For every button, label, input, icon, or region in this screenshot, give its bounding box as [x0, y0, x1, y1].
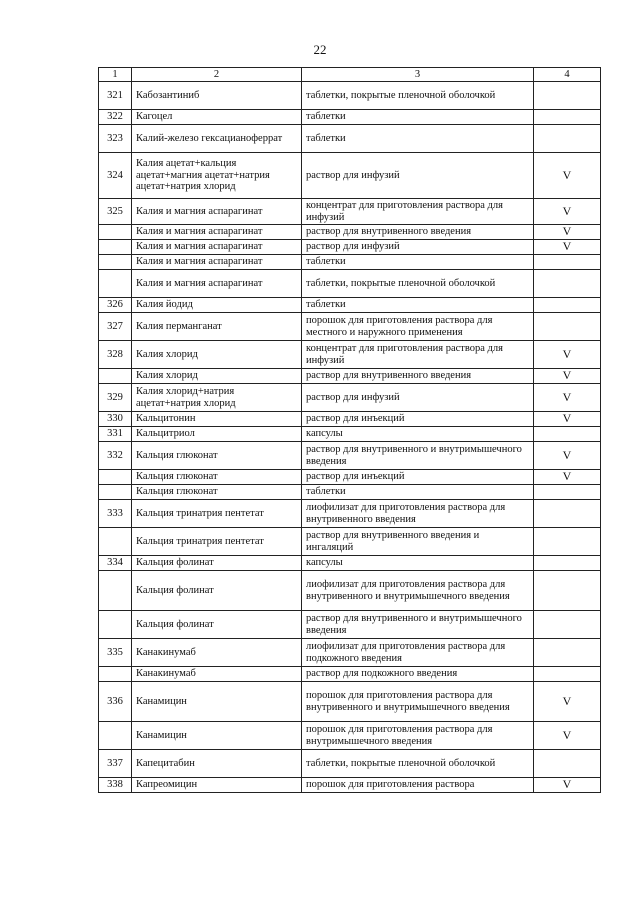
- table-row: [99, 298, 601, 313]
- table-row: [99, 639, 601, 667]
- row-number: [99, 369, 132, 384]
- row-number: [99, 240, 132, 255]
- drug-name: Кальция фолинат: [132, 571, 302, 611]
- row-number: 326: [99, 298, 132, 313]
- drug-name: Канакинумаб: [132, 667, 302, 682]
- row-number: 321: [99, 82, 132, 110]
- dosage-form: таблетки: [302, 298, 534, 313]
- dosage-form: раствор для инъекций: [302, 412, 534, 427]
- dosage-form: раствор для внутривенного и внутримышечного введения: [302, 611, 534, 639]
- dosage-form: раствор для внутривенного и внутримышечного введения: [302, 442, 534, 470]
- table-row: [99, 110, 601, 125]
- row-number: 332: [99, 442, 132, 470]
- dosage-form: раствор для инфузий: [302, 153, 534, 199]
- drug-name: Калия хлорид: [132, 369, 302, 384]
- dosage-form: раствор для внутривенного введения: [302, 369, 534, 384]
- row-number: [99, 470, 132, 485]
- row-number: [99, 485, 132, 500]
- vital-mark: V: [534, 722, 601, 750]
- header-col-2: 2: [132, 68, 302, 82]
- dosage-form: таблетки, покрытые пленочной оболочкой: [302, 270, 534, 298]
- table-row: [99, 611, 601, 639]
- drug-name: Калия хлорид+натрия ацетат+натрия хлорид: [132, 384, 302, 412]
- row-number: 330: [99, 412, 132, 427]
- row-number: 331: [99, 427, 132, 442]
- dosage-form: капсулы: [302, 556, 534, 571]
- row-number: 322: [99, 110, 132, 125]
- drug-name: Кальция глюконат: [132, 485, 302, 500]
- vital-mark: [534, 500, 601, 528]
- dosage-form: капсулы: [302, 427, 534, 442]
- row-number: [99, 667, 132, 682]
- drug-name: Кальция глюконат: [132, 470, 302, 485]
- header-col-4: 4: [534, 68, 601, 82]
- vital-mark: [534, 110, 601, 125]
- vital-mark: [534, 528, 601, 556]
- drug-table: [98, 67, 601, 793]
- row-number: 335: [99, 639, 132, 667]
- drug-name: Канамицин: [132, 682, 302, 722]
- drug-name: Калия и магния аспарагинат: [132, 199, 302, 225]
- vital-mark: V: [534, 341, 601, 369]
- vital-mark: V: [534, 778, 601, 793]
- vital-mark: [534, 427, 601, 442]
- drug-name: Капецитабин: [132, 750, 302, 778]
- row-number: [99, 611, 132, 639]
- vital-mark: V: [534, 442, 601, 470]
- vital-mark: V: [534, 240, 601, 255]
- table-row: [99, 255, 601, 270]
- drug-name: Калия йодид: [132, 298, 302, 313]
- row-number: 325: [99, 199, 132, 225]
- drug-name: Калия и магния аспарагинат: [132, 240, 302, 255]
- dosage-form: лиофилизат для приготовления раствора для внутривенного введения: [302, 500, 534, 528]
- row-number: [99, 225, 132, 240]
- row-number: 337: [99, 750, 132, 778]
- table-row: [99, 225, 601, 240]
- table-row: [99, 412, 601, 427]
- table-row: [99, 270, 601, 298]
- vital-mark: [534, 255, 601, 270]
- drug-name: Кальцитонин: [132, 412, 302, 427]
- table-row: [99, 153, 601, 199]
- row-number: [99, 722, 132, 750]
- drug-name: Калия ацетат+кальция ацетат+магния ацетат+натрия ацетат+натрия хлорид: [132, 153, 302, 199]
- vital-mark: V: [534, 384, 601, 412]
- drug-name: Кальция тринатрия пентетат: [132, 528, 302, 556]
- table-body: [99, 82, 601, 793]
- vital-mark: V: [534, 225, 601, 240]
- drug-name: Калия и магния аспарагинат: [132, 225, 302, 240]
- table-row: [99, 778, 601, 793]
- row-number: [99, 255, 132, 270]
- vital-mark: [534, 125, 601, 153]
- vital-mark: V: [534, 412, 601, 427]
- vital-mark: [534, 298, 601, 313]
- dosage-form: раствор для внутривенного введения и ингаляций: [302, 528, 534, 556]
- dosage-form: раствор для инъекций: [302, 470, 534, 485]
- vital-mark: [534, 270, 601, 298]
- table-row: [99, 125, 601, 153]
- row-number: 328: [99, 341, 132, 369]
- table-row: [99, 427, 601, 442]
- table-row: [99, 571, 601, 611]
- dosage-form: таблетки, покрытые пленочной оболочкой: [302, 750, 534, 778]
- dosage-form: раствор для внутривенного введения: [302, 225, 534, 240]
- table-row: [99, 528, 601, 556]
- vital-mark: [534, 556, 601, 571]
- vital-mark: [534, 750, 601, 778]
- table-row: [99, 667, 601, 682]
- table-row: [99, 556, 601, 571]
- page-number: 22: [313, 42, 327, 57]
- dosage-form: раствор для подкожного введения: [302, 667, 534, 682]
- row-number: 334: [99, 556, 132, 571]
- table-row: [99, 442, 601, 470]
- table-row: [99, 470, 601, 485]
- table-row: [99, 682, 601, 722]
- drug-name: Канакинумаб: [132, 639, 302, 667]
- vital-mark: V: [534, 682, 601, 722]
- table-row: [99, 500, 601, 528]
- header-col-3: 3: [302, 68, 534, 82]
- table-row: [99, 369, 601, 384]
- dosage-form: таблетки: [302, 125, 534, 153]
- table-row: [99, 341, 601, 369]
- row-number: [99, 270, 132, 298]
- drug-name: Кальция фолинат: [132, 556, 302, 571]
- dosage-form: лиофилизат для приготовления раствора для подкожного введения: [302, 639, 534, 667]
- dosage-form: концентрат для приготовления раствора для инфузий: [302, 341, 534, 369]
- drug-name: Капреомицин: [132, 778, 302, 793]
- row-number: 327: [99, 313, 132, 341]
- dosage-form: таблетки, покрытые пленочной оболочкой: [302, 82, 534, 110]
- table-row: [99, 750, 601, 778]
- row-number: 333: [99, 500, 132, 528]
- row-number: 323: [99, 125, 132, 153]
- table-row: [99, 384, 601, 412]
- drug-name: Калий-железо гексацианоферрат: [132, 125, 302, 153]
- drug-name: Кальция фолинат: [132, 611, 302, 639]
- dosage-form: концентрат для приготовления раствора для инфузий: [302, 199, 534, 225]
- table-row: [99, 313, 601, 341]
- dosage-form: порошок для приготовления раствора для внутривенного и внутримышечного введения: [302, 682, 534, 722]
- drug-name: Канамицин: [132, 722, 302, 750]
- vital-mark: [534, 485, 601, 500]
- vital-mark: [534, 82, 601, 110]
- row-number: 329: [99, 384, 132, 412]
- dosage-form: таблетки: [302, 110, 534, 125]
- row-number: 338: [99, 778, 132, 793]
- dosage-form: лиофилизат для приготовления раствора для внутривенного и внутримышечного введения: [302, 571, 534, 611]
- row-number: [99, 571, 132, 611]
- dosage-form: таблетки: [302, 485, 534, 500]
- row-number: 336: [99, 682, 132, 722]
- dosage-form: таблетки: [302, 255, 534, 270]
- drug-name: Кабозантиниб: [132, 82, 302, 110]
- vital-mark: V: [534, 470, 601, 485]
- drug-name: Кагоцел: [132, 110, 302, 125]
- row-number: 324: [99, 153, 132, 199]
- table-header-row: [99, 68, 601, 82]
- table-row: [99, 722, 601, 750]
- drug-name: Калия и магния аспарагинат: [132, 270, 302, 298]
- dosage-form: раствор для инфузий: [302, 240, 534, 255]
- vital-mark: [534, 313, 601, 341]
- header-col-1: 1: [99, 68, 132, 82]
- dosage-form: порошок для приготовления раствора для внутримышечного введения: [302, 722, 534, 750]
- vital-mark: V: [534, 369, 601, 384]
- vital-mark: [534, 639, 601, 667]
- table-row: [99, 240, 601, 255]
- vital-mark: [534, 667, 601, 682]
- vital-mark: V: [534, 153, 601, 199]
- vital-mark: [534, 571, 601, 611]
- vital-mark: V: [534, 199, 601, 225]
- drug-name: Кальция глюконат: [132, 442, 302, 470]
- table-row: [99, 82, 601, 110]
- drug-name: Калия хлорид: [132, 341, 302, 369]
- vital-mark: [534, 611, 601, 639]
- dosage-form: порошок для приготовления раствора: [302, 778, 534, 793]
- dosage-form: порошок для приготовления раствора для местного и наружного применения: [302, 313, 534, 341]
- drug-name: Кальцитриол: [132, 427, 302, 442]
- drug-name: Калия перманганат: [132, 313, 302, 341]
- dosage-form: раствор для инфузий: [302, 384, 534, 412]
- row-number: [99, 528, 132, 556]
- drug-name: Кальция тринатрия пентетат: [132, 500, 302, 528]
- table-row: [99, 199, 601, 225]
- drug-name: Калия и магния аспарагинат: [132, 255, 302, 270]
- table-row: [99, 485, 601, 500]
